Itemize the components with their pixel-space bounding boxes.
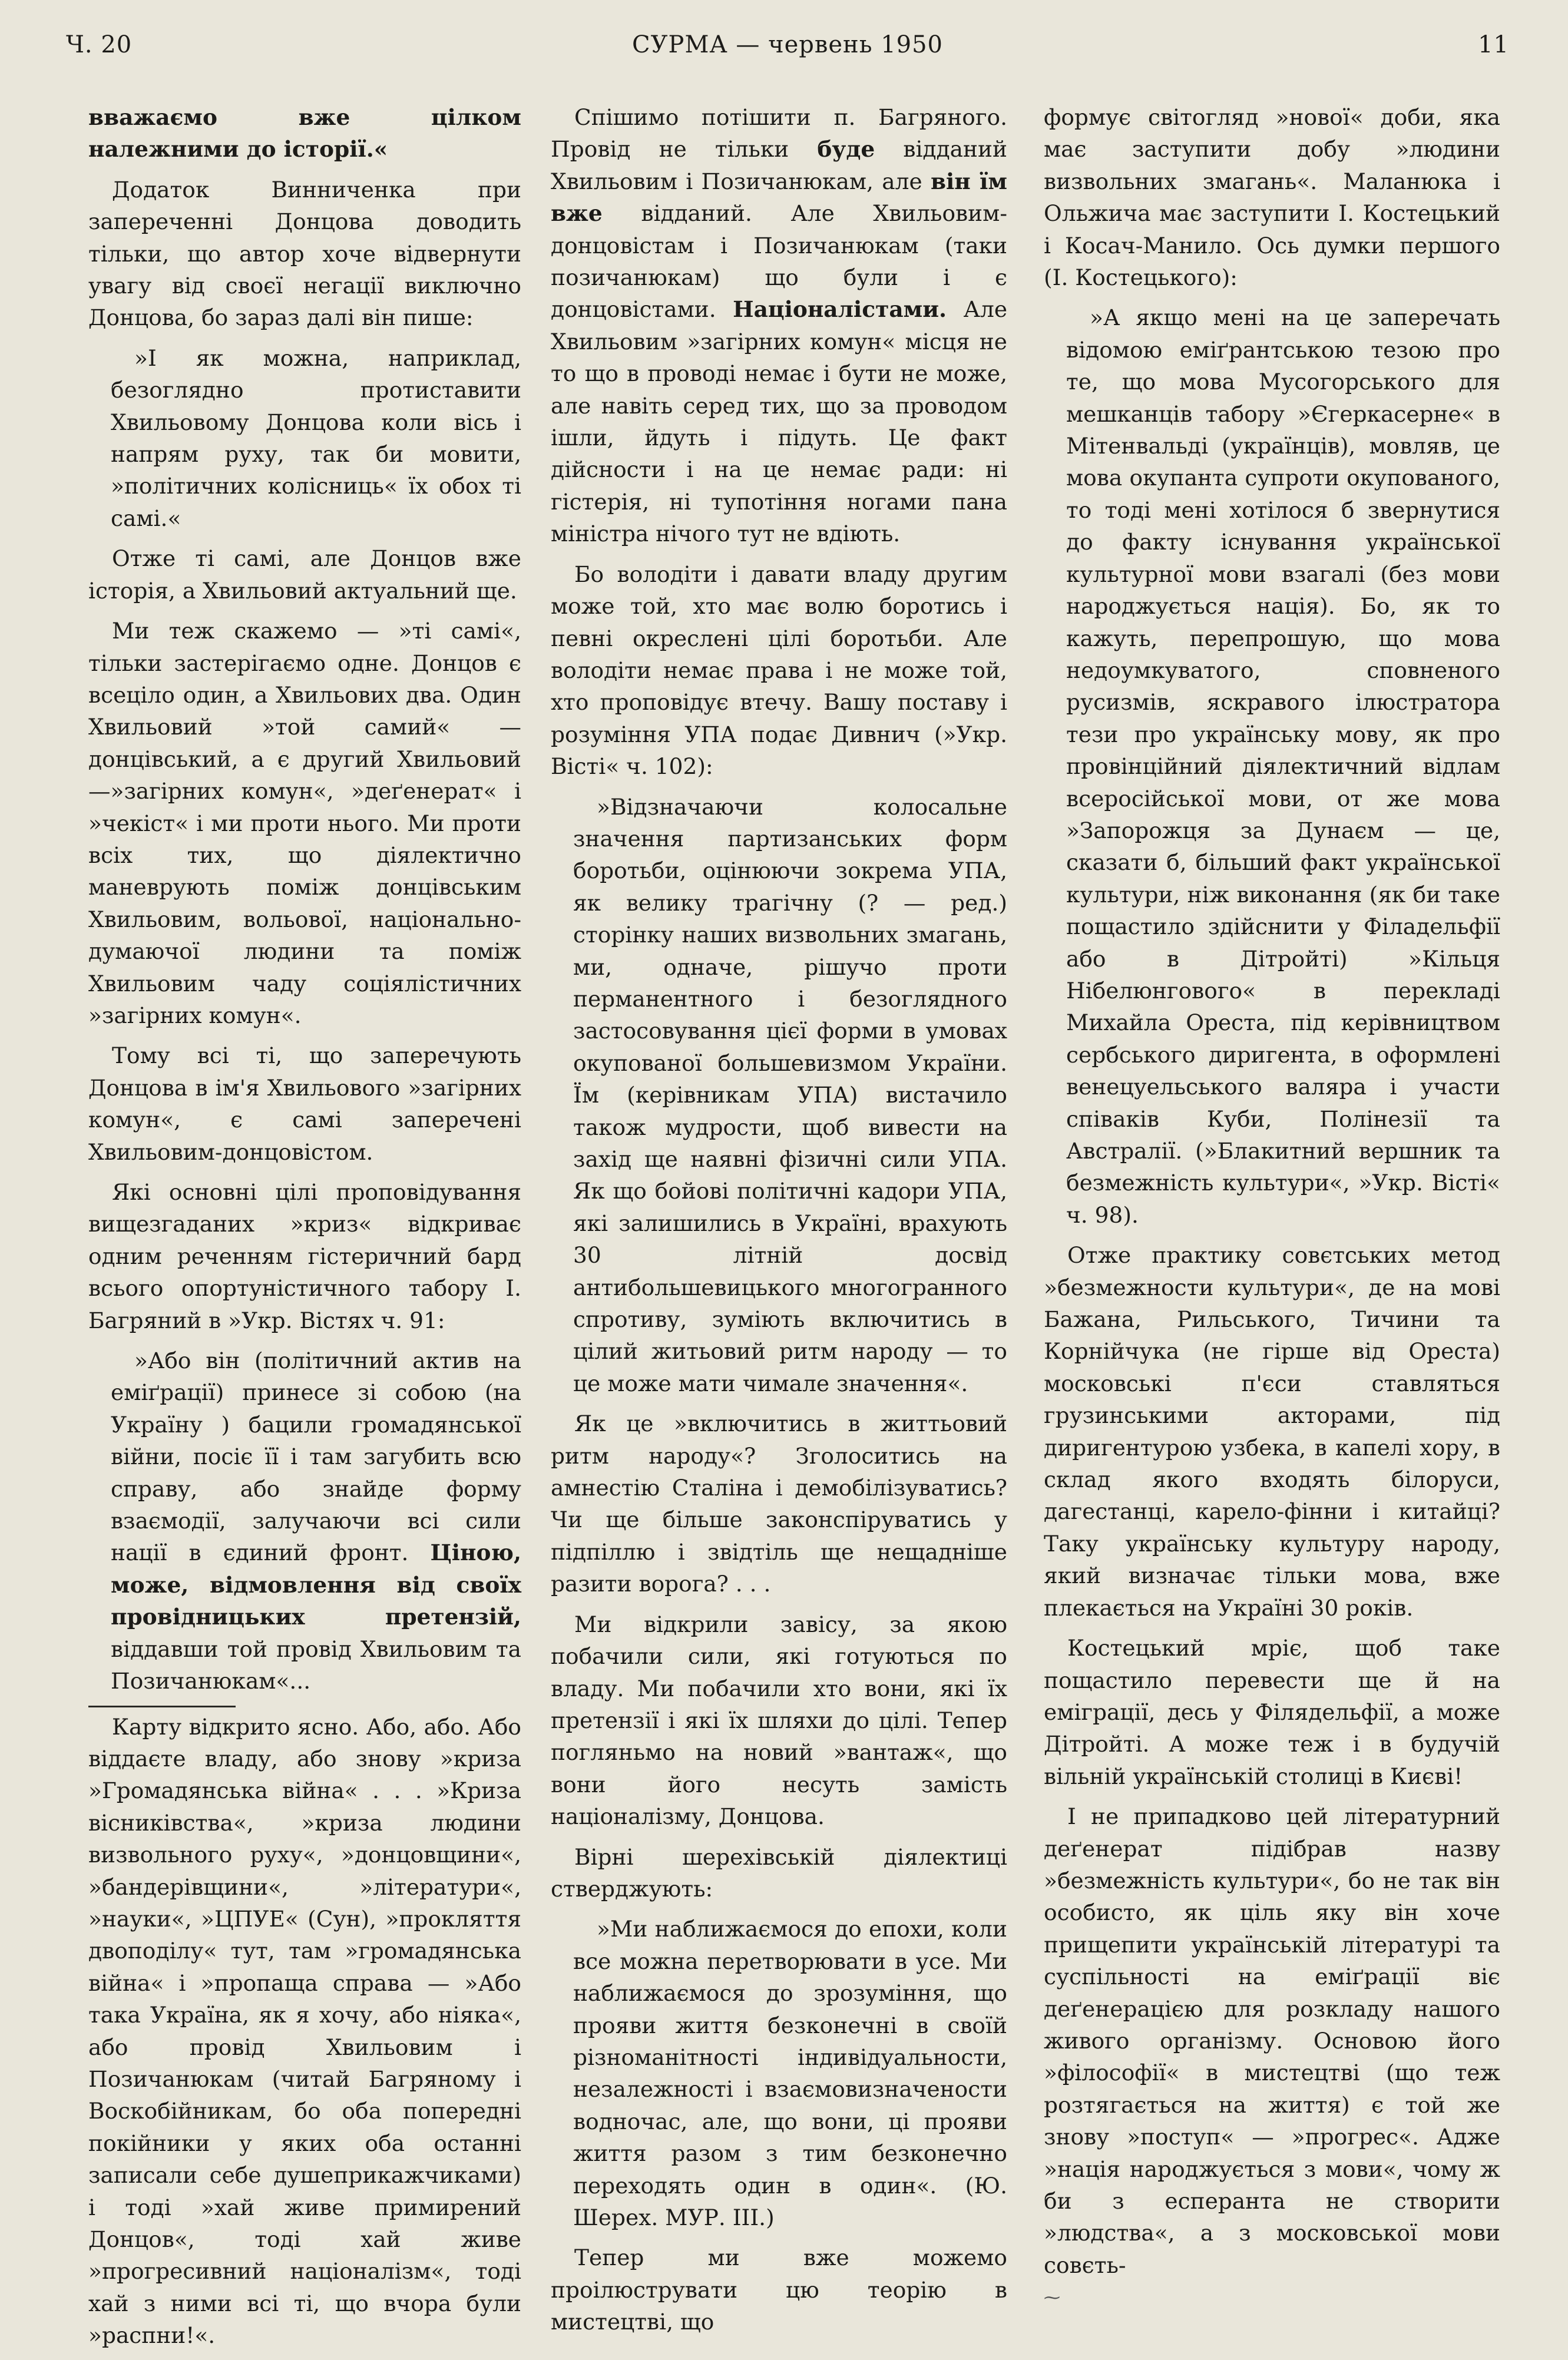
bold-text: Націоналістами.	[733, 296, 947, 323]
paragraph	[88, 101, 521, 166]
newspaper-title: СУРМА — червень 1950	[632, 31, 943, 58]
column-2	[551, 101, 1007, 2346]
bold-text: Ціною, може, відмовлення від своїх провідницьких претензій,	[111, 1540, 521, 1630]
paragraph: Тепер ми вже можемо проілюструвати цю теорію в мистецтві, що	[551, 2245, 1007, 2335]
page-number: 11	[1478, 31, 1509, 58]
paragraph: Ми відкрили завісу, за якою побачили сили, які готуються по владу. Ми побачили хто вони, які їх претензії і які їх шляхи до цілі. Тепер погляньмо на новий »вантаж«, що вони його несуть замість націоналізму, Донцова.	[551, 1611, 1007, 1830]
column-1	[88, 101, 521, 2360]
divider	[88, 1706, 236, 1707]
paragraph: Які основні цілі проповідування вищезгаданих »криз« відкриває одним реченням гістеричний бард всього опортуністичного табору І. Багряний в »Укр. Вістях ч. 91:	[88, 1179, 521, 1333]
quote-text: »Або він (політичний актив на еміґрації) принесе зі собою (на Україну ) бацили громадянської війни, посіє її і там загубить всю справу, або знайде форму взаємодії, залучаючи всі сили нації в єдиний фронт.	[111, 1348, 521, 1566]
paragraph: Отже ті самі, але Донцов вже історія, а Хвильовий актуальний ще.	[88, 545, 521, 604]
text: Спішимо потішити п. Багряного. Провід не тільки	[551, 104, 1007, 163]
paragraph: Карту відкрито ясно. Або, або. Або віддаєте владу, або знову »криза »Громадянська війна« . . . »Криза вісниківства«, »криза людини визвольного руху«, »донцовщини«, »бандерівщини«, »літератури«, »науки«, »ЦПУЕ« (Сун), »прокляття двоподілу« тут, там »громадянська війна« і »пропаща справа — »Або така Україна, як я хочу, або ніяка«, або провід Хвильовим і Позичанюкам (читай Багряному і Воскобійникам, бо оба попередні покійники у яких оба останні записали себе душеприкажчиками) і тоді »хай живе примирений Донцов«, тоді хай живе »прогресивний націоналізм«, тоді хай з ними всі ті, що вчора були »распни!«.	[88, 1713, 521, 2349]
bold-text: вважаємо вже цілком належними до історії.«	[88, 104, 521, 163]
text: Але Хвильовим »загірних комун« місця не то що в проводі немає і бути не може, але навіть серед тих, що за проводом ішли, йдуть і підуть. Це факт дійсности і на це немає ради: ні гістерія, ні тупотіння ногами пана міністра нічого тут не вдіють.	[551, 296, 1008, 547]
quote: »А якщо мені на це заперечать відомою еміґрантською тезою про те, що мова Мусогорського для мешканців табору »Єгеркасерне« в Мітенвальді (українців), мовляв, це мова окупанта супроти окупованого, то тоді мені хотілося б звернутися до факту існування української культурної мови взагалі (без мови народжується нація). Бо, як то кажуть, перепрошую, що мова недоумкуватого, сповненого русизмів, яскравого ілюстратора тези про українську мову, як про провінційний діялектичний відлам всеросійської мови, от же мова »Запорожця за Дунаєм — це, сказати б, більший факт української культури, ніж виконання (як би таке пощастило здійснити у Філадельфії або в Дітройті) »Кільця Нібелюнгового« в перекладі Михайла Ореста, під керівництвом сербського диригента, в оформлені венецуельського валяра і участи співаків Куби, Полінезії та Австралії. (»Блакитний вершник та безмежність культури«, »Укр. Вісті« ч. 98).	[1066, 304, 1500, 1228]
paragraph	[551, 101, 1007, 550]
paragraph: формує світогляд »нової« доби, яка має заступити добу »людини визвольних змагань«. Маланюка і Ольжича має заступити І. Костецький і Косач-Манило. Ось думки першого (І. Костецького):	[1044, 104, 1500, 291]
quote: »І як можна, наприклад, безоглядно протиставити Хвильовому Донцова коли вісь і напрям руху, так би мовити, »політичних колісниць« їх обох ті самі.«	[111, 345, 521, 531]
text: відданий. Але Хвильовим-донцовістам і Позичанюкам (таки позичанюкам) що були і є донцовістами.	[551, 200, 1007, 323]
paragraph: Костецький мріє, щоб таке пощастило перевести ще й на еміграції, десь у Філядельфії, а може Дітройті. А може теж і в будучій вільній українській столиці в Києві!	[1044, 1635, 1500, 1789]
quote: »Ми наближаємося до епохи, коли все можна перетворювати в усе. Ми наближаємося до зрозуміння, що прояви життя безконечні в своїй різноманітності індивідуальности, незалежності і взаємовизначености водночас, але, що вони, ці прояви життя разом з тим безконечно переходять один в один«. (Ю. Шерех. МУР. ІІІ.)	[573, 1916, 1007, 2230]
paragraph: Додаток Винниченка при запереченні Донцова доводить тільки, що автор хоче відвернути увагу від своєї негації виключно Донцова, бо зараз далі він пише:	[88, 176, 521, 331]
quote-text: віддавши той провід Хвильовим та Позичанюкам«...	[111, 1636, 521, 1694]
paragraph: Отже практику совєтських метод »безмежности культури«, де на мові Бажана, Рильського, Тичини та Корнійчука (не гірше від Ореста) московські п'єси ставляться грузинськими акторами, під диригентурою узбека, в капелі хору, в склад якого входять білоруси, дагестанці, карело-фінни і китайці? Таку українську культуру народу, який визначає тільки мова, вже плекається на Україні 30 років.	[1044, 1242, 1500, 1621]
bold-text: він їм вже	[551, 168, 1007, 227]
paragraph: І не припадково цей літературний деґенерат підібрав назву »безмежність культури«, бо не так він особисто, як ціль яку він хоче прищепити українській літературі та суспільності на еміґрації віє деґенерацією для розкладу нашого живого організму. Основою його »філософії« в мистецтві (що теж розтягається на життя) є той же знову »поступ« — »прогрес«. Адже »нація народжується з мови«, чому ж би з есперанта не створити »людства«, а з московської мови совєть-	[1044, 1803, 1500, 2278]
issue-number: Ч. 20	[66, 31, 133, 58]
paragraph: Вірні шерехівській діялектиці стверджують:	[551, 1843, 1007, 1902]
paragraph: Бо володіти і давати владу другим може той, хто має волю боротись і певні окреслені цілі боротьби. Але володіти немає права і не може той, хто проповідує втечу. Вашу поставу і розуміння УПА подає Дивнич (»Укр. Вісті« ч. 102):	[551, 561, 1007, 780]
page-header	[66, 31, 1509, 64]
column-3	[1044, 101, 1500, 2289]
text: відданий Хвильовим і Позичанюкам, але	[551, 136, 1008, 194]
paragraph: Як це »включитись в життьовий ритм народу«? Зголоситись на амнестію Сталіна і демобілізуватись? Чи ще більше законспіруватись у підпіллю і звідтіль ще нещадніше разити ворога? . . .	[551, 1411, 1007, 1597]
bold-text: буде	[817, 136, 875, 163]
paragraph: Тому всі ті, що заперечують Донцова в ім'я Хвильового »загірних комун«, є самі заперечені Хвильовим-донцовістом.	[88, 1042, 521, 1165]
quote	[88, 1345, 521, 1697]
quote: »Відзначаючи колосальне значення партизанських форм боротьби, оцінюючи зокрема УПА, як велику трагічну (? — ред.) сторінку наших визвольних змагань, ми, одначе, рішучо проти перманентного і безоглядного застосовування цієї форми в умовах окупованої большевизмом України. Їм (керівникам УПА) вистачило також мудрости, щоб вивести на захід ще наявні фізичні сили УПА. Як що бойові політичні кадори УПА, які залишились в Україні, врахують 30 літній досвід антибольшевицького многогранного спротиву, зуміють включитись в цілий житьовий ритм народу — то це може мати чимале значення«.	[573, 793, 1007, 1396]
margin-mark: ⁓	[1044, 2288, 1060, 2307]
paragraph: Ми теж скажемо — »ті самі«, тільки застерігаємо одне. Донцов є всеціло один, а Хвильових два. Один Хвильовий »той самий« — донцівський, а є другий Хвильовий—»загірних комун«, »деґенерат« і »чекіст« і ми проти нього. Ми проти всіх тих, що діялектично маневрують поміж донцівським Хвильовим, вольової, національно-думаючої людини та поміж Хвильовим чаду соціялістичних »загірних комун«.	[88, 618, 521, 1028]
